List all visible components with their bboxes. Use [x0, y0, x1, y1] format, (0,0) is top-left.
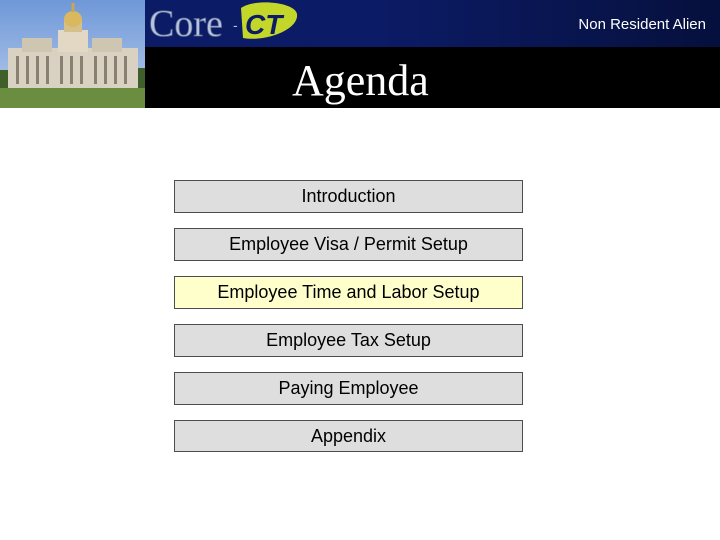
- agenda-item-tax-setup[interactable]: Employee Tax Setup: [174, 324, 523, 357]
- svg-text:-: -: [233, 17, 238, 33]
- svg-text:CT: CT: [245, 9, 283, 40]
- core-ct-logo: [145, 0, 305, 47]
- slide-header: [0, 0, 720, 108]
- agenda-item-introduction[interactable]: Introduction: [174, 180, 523, 213]
- page-title: Agenda: [292, 56, 429, 105]
- agenda-list: [174, 180, 523, 452]
- agenda-item-paying-employee[interactable]: Paying Employee: [174, 372, 523, 405]
- agenda-item-visa-permit-setup[interactable]: Employee Visa / Permit Setup: [174, 228, 523, 261]
- agenda-item-time-labor-setup[interactable]: Employee Time and Labor Setup: [174, 276, 523, 309]
- capitol-building-photo: [0, 0, 145, 108]
- svg-text:Core: Core: [149, 3, 223, 45]
- document-title: Non Resident Alien: [578, 16, 706, 33]
- agenda-item-appendix[interactable]: Appendix: [174, 420, 523, 452]
